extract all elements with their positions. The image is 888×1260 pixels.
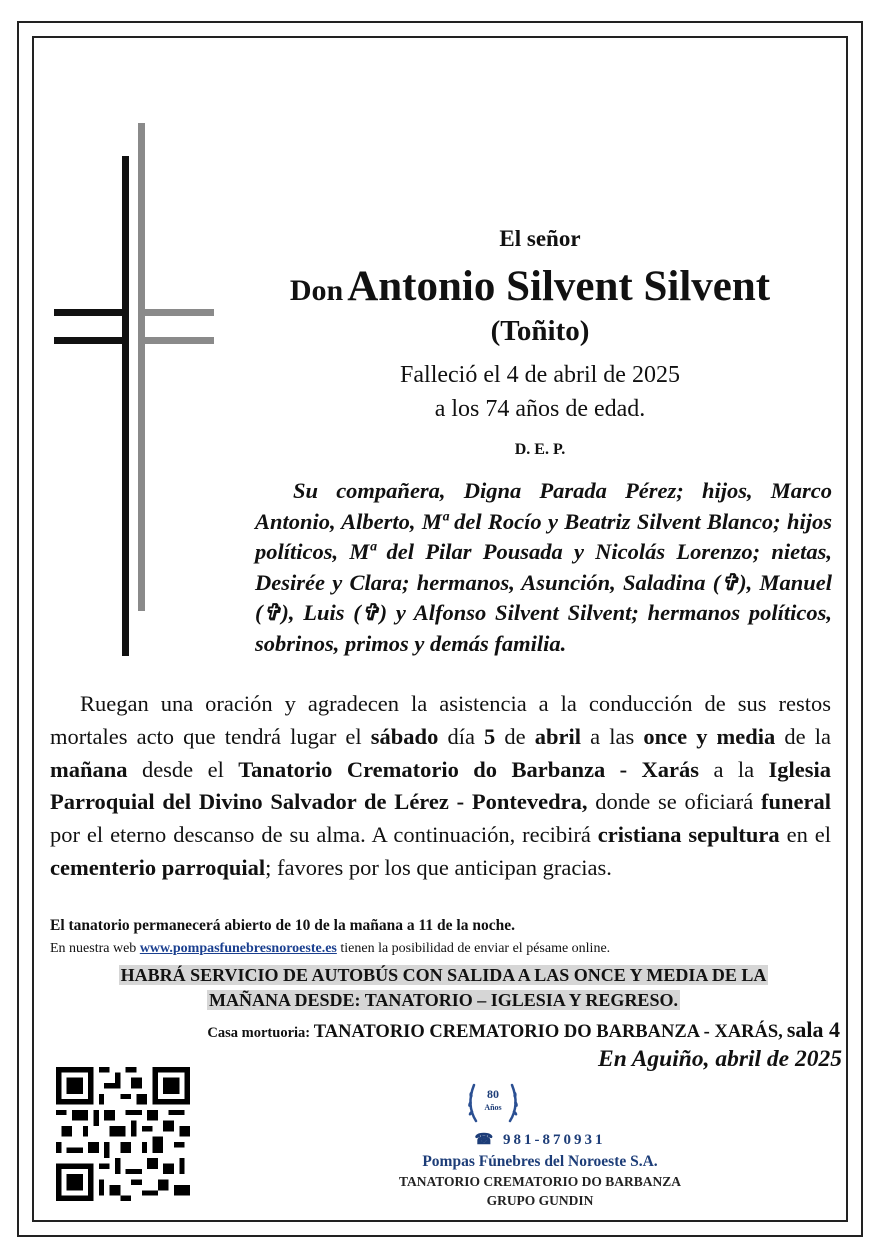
name-main: Antonio Silvent Silvent (347, 263, 771, 310)
anniversary-badge-icon (462, 1073, 524, 1129)
ceremony-paragraph: Ruegan una oración y agradecen la asistencia a la conducción de sus restos mortales acto que tendrá lugar el sábado día 5 de abril a las once y media de la mañana desde el Tanatorio Crematorio do Barbanza - Xarás a la Iglesia Parroquial del Divino Salvador de Lérez - Pontevedra, donde se oficiará funeral por el eterno descanso de su alma. A continuación, recibirá cristiana sepultura en el cementerio parroquial; favores por los que anticipan gracias. (50, 691, 832, 880)
bus-line-1: HABRÁ SERVICIO DE AUTOBÚS CON SALIDA A LAS ONCE Y MEDIA DE LA (120, 965, 767, 985)
title-lead: El señor (499, 226, 581, 251)
bus-line-2: MAÑANA DESDE: TANATORIO – IGLESIA Y REGRESO. (209, 990, 678, 1010)
phone-icon: ☎ (474, 1132, 497, 1148)
company-name: Pompas Fúnebres del Noroeste S.A. (422, 1153, 658, 1170)
name-prefix: Don (289, 274, 344, 307)
badge-number: 80 (487, 1087, 499, 1101)
badge-label: Años (484, 1103, 502, 1112)
dep-abbreviation: D. E. P. (514, 441, 566, 458)
funeral-home: Casa mortuoria: TANATORIO CREMATORIO DO BARBANZA - XARÁS, sala 4 (207, 1017, 840, 1042)
bus-service-notice (52, 963, 835, 1013)
death-date: Falleció el 4 de abril de 2025 (400, 362, 680, 388)
qr-code[interactable] (56, 1067, 190, 1201)
nickname: (Toñito) (490, 315, 590, 347)
group-name: GRUPO GUNDIN (486, 1193, 594, 1208)
deceased-name (230, 262, 830, 311)
place-and-date: En Aguiño, abril de 2025 (598, 1046, 842, 1072)
age-at-death: a los 74 años de edad. (434, 396, 646, 422)
cross-icon (52, 123, 217, 658)
opening-hours: El tanatorio permanecerá abierto de 10 de la mañana a 11 de la noche. (50, 917, 515, 934)
website-link[interactable]: www.pompasfunebresnoroeste.es (139, 941, 337, 956)
phone-number: ☎ 981-870931 (474, 1132, 606, 1148)
web-notice: En nuestra web www.pompasfunebresnoroeste.es tienen la posibilidad de enviar el pésame online. (50, 941, 611, 956)
tanatorio-name: TANATORIO CREMATORIO DO BARBANZA (399, 1174, 681, 1189)
family-paragraph: Su compañera, Digna Parada Pérez; hijos, Marco Antonio, Alberto, Mª del Rocío y Beatriz Silvent Blanco; hijos políticos, Mª del Pilar Pousada y Nicolás Lorenzo; nietas, Desirée y Clara; hermanos, Asunción, Saladina (✞), Manuel (✞), Luis (✞) y Alfonso Silvent Silvent; hermanos políticos, sobrinos, primos y demás familia. (255, 478, 832, 656)
